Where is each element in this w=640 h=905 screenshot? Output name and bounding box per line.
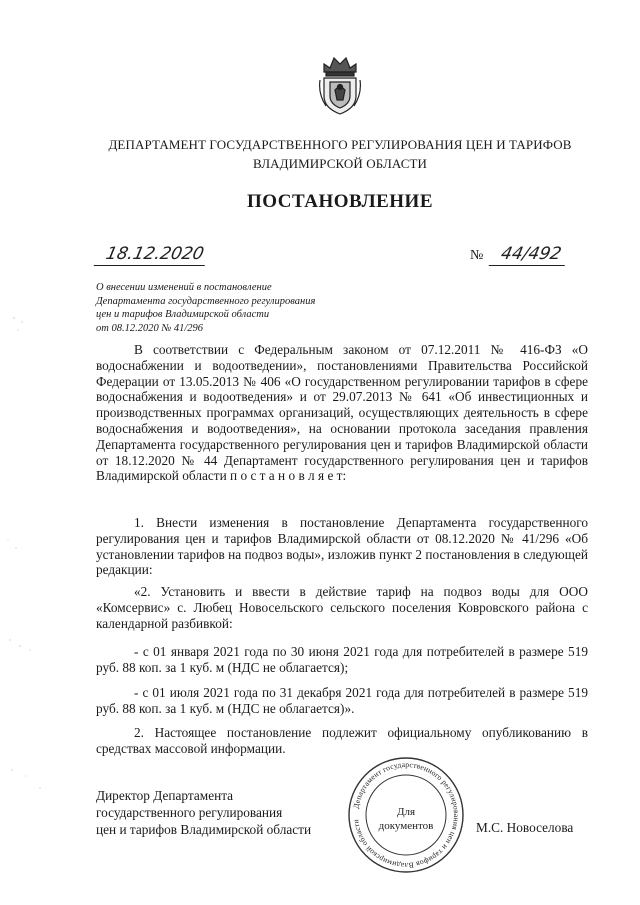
subject-line: О внесении изменений в постановление [96,282,272,293]
coat-of-arms-emblem [318,50,362,116]
signatory-name: М.С. Новоселова [476,820,574,835]
number-label: № [470,248,484,263]
official-stamp [346,755,466,875]
position-line: цен и тарифов Владимирской области [96,822,312,837]
item-1-paragraph [96,515,588,578]
decree-word: п о с т а н о в л я е т: [230,468,347,484]
handwritten-date: 18.12.2020 [94,244,210,266]
department-name-line2: ВЛАДИМИРСКОЙ ОБЛАСТИ [252,156,428,171]
subject-line: Департамента государственного регулирования [96,295,316,307]
position-line: государственного регулирования [96,805,283,820]
period-1-text: - с 01 января 2021 года по 30 июня 2021 года для потребителей в размере 519 руб. 88 коп. за 1 куб. м (НДС не облагается); [96,644,588,675]
document-date [96,244,207,266]
position-line: Директор Департамента [96,788,234,803]
document-number [470,244,567,266]
period-2-paragraph [96,685,588,717]
item-1-text: 1. Внести изменения в постановление Департамента государственного регулирования цен и тарифов Владимирской области от 08.12.2020 № 41/296 «Об установлении тарифов на подвоз воды», изложив пункт 2 постановления в следующей редакции: [96,515,588,578]
handwritten-number: 44/492 [489,244,569,266]
department-name-line1: ДЕПАРТАМЕНТ ГОСУДАРСТВЕННОГО РЕГУЛИРОВАНИЯ ЦЕН И ТАРИФОВ [108,137,572,152]
item-2-paragraph [96,725,588,757]
stamp-ring-text: Департамент государственного регулирования цен и тарифов Владимирской области [351,759,462,871]
item-2-text: 2. Настоящее постановление подлежит официальному опубликованию в средствах массовой информации. [96,725,588,756]
preamble-text: В соответствии с Федеральным законом от 07.12.2011 № 416-ФЗ «О водоснабжении и водоотведении», постановлениями Правительства Российской Федерации от 13.05.2013 № 406 «О государственном регулировании тарифов в сфере водоснабжения и водоотведения» и от 29.07.2013 № 641 «Об инвестиционных и производственных программах организаций, осуществляющих деятельность в сфере водоснабжения и водоотведения», на основании протокола заседания правления Департамента государственного регулирования цен и тарифов Владимирской области от 18.12.2020 № 44 Департамент государственного регулирования цен и тарифов Владимирской области [96,342,588,484]
stamp-center-line1: Для [396,806,416,818]
subject-block [96,281,396,335]
period-1-paragraph [96,644,588,676]
subject-line: от 08.12.2020 № 41/296 [96,322,204,334]
signatory-position [96,787,311,838]
document-title: ПОСТАНОВЛЕНИЕ [246,191,434,212]
subject-line: цен и тарифов Владимирской области [96,309,270,321]
item-1-quote-text: «2. Установить и ввести в действие тариф на подвоз воды для ООО «Комсервис» с. Любец Новосельского сельского поселения Ковровского района с календарной разбивкой: [96,584,588,631]
stamp-center-line2: документов [378,820,434,832]
item-1-quote-paragraph [96,584,588,631]
preamble-paragraph [96,342,588,484]
period-2-text: - с 01 июля 2021 года по 31 декабря 2021 года для потребителей в размере 519 руб. 88 коп. за 1 куб. м (НДС не облагается)». [96,685,588,716]
